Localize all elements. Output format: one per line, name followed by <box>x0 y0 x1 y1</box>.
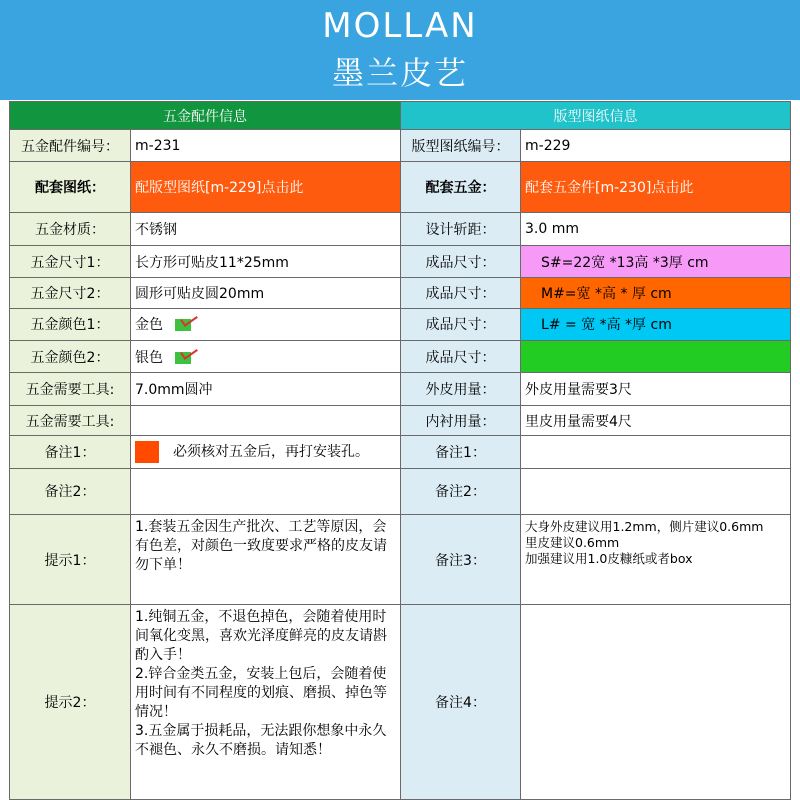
matching-pattern-link[interactable]: 配版型图纸[m-229]点击此 <box>131 161 401 213</box>
hardware-section-title: 五金配件信息 <box>10 102 401 130</box>
hardware-code-value: m-231 <box>131 130 401 161</box>
right-note3-value <box>521 515 791 605</box>
matching-hardware-link[interactable]: 配套五金件[m-230]点击此 <box>521 161 791 213</box>
note3-line: 加强建议用1.0皮糠纸或者box <box>525 551 693 567</box>
size1-value: 长方形可贴皮11*25mm <box>131 245 401 277</box>
material-value: 不锈钢 <box>131 213 401 245</box>
right-note1-label: 备注1： <box>401 436 521 468</box>
color1-value: 金色 <box>135 317 163 334</box>
note2-value <box>131 468 401 515</box>
matching-pattern-label: 配套图纸： <box>10 161 131 213</box>
size2-label: 五金尺寸2： <box>10 278 131 308</box>
tool2-label: 五金需要工具: <box>10 405 131 435</box>
outer-leather-label: 外皮用量： <box>401 373 521 405</box>
tip2-line: 2.锌合金类五金，安装上包后，会随着使用时间有不同程度的划痕、磨损、掉色等情况！ <box>135 666 387 721</box>
matching-hardware-label: 配套五金： <box>401 161 521 213</box>
brand-logo-cn: 墨兰皮艺 <box>331 54 468 92</box>
brand-header <box>0 0 800 100</box>
right-note4-label: 备注4： <box>401 605 521 800</box>
finished-size-s: S#=22宽 *13高 *3厚 cm <box>521 245 791 277</box>
spec-table <box>9 101 791 800</box>
color2-value: 银色 <box>135 349 163 366</box>
finished4-label: 成品尺寸： <box>401 341 521 373</box>
finished-size-extra <box>521 341 791 373</box>
color2-label: 五金颜色2： <box>10 341 131 373</box>
color-swatch-icon <box>135 441 159 463</box>
hardware-code-label: 五金配件编号： <box>10 130 131 161</box>
pattern-code-value: m-229 <box>521 130 791 161</box>
color1-cell <box>131 308 401 340</box>
note1-cell <box>131 436 401 468</box>
tip1-label: 提示1： <box>10 515 131 605</box>
tool1-label: 五金需要工具: <box>10 373 131 405</box>
color1-label: 五金颜色1： <box>10 308 131 340</box>
note1-value: 必须核对五金后，再打安装孔。 <box>173 443 369 460</box>
right-note2-label: 备注2： <box>401 468 521 515</box>
finished-size-m: M#=宽 *高 * 厚 cm <box>521 278 791 308</box>
check-icon <box>175 319 191 331</box>
finished1-label: 成品尺寸： <box>401 245 521 277</box>
note3-line: 里皮建议0.6mm <box>525 535 620 551</box>
size2-value: 圆形可贴皮圆20mm <box>131 278 401 308</box>
check-icon <box>175 352 191 364</box>
seam-label: 设计斩距： <box>401 213 521 245</box>
tip2-line: 3.五金属于损耗品，无法跟你想象中永久不褪色、永久不磨损。请知悉！ <box>135 723 387 759</box>
size1-label: 五金尺寸1： <box>10 245 131 277</box>
finished2-label: 成品尺寸： <box>401 278 521 308</box>
right-note4-value <box>521 605 791 800</box>
material-label: 五金材质： <box>10 213 131 245</box>
note2-label: 备注2： <box>10 468 131 515</box>
tool1-value: 7.0mm圆冲 <box>131 373 401 405</box>
tip2-label: 提示2： <box>10 605 131 800</box>
pattern-section-title: 版型图纸信息 <box>401 102 791 130</box>
pattern-code-label: 版型图纸编号： <box>401 130 521 161</box>
tip2-value <box>131 605 401 800</box>
brand-logo-en: MOLLAN <box>322 6 478 46</box>
lining-value: 里皮用量需要4尺 <box>521 405 791 435</box>
finished3-label: 成品尺寸： <box>401 308 521 340</box>
seam-value: 3.0 mm <box>521 213 791 245</box>
right-note1-value <box>521 436 791 468</box>
tip2-line: 1.纯铜五金，不退色掉色，会随着使用时间氧化变黑，喜欢光泽度鲜亮的皮友请斟酌入手！ <box>135 609 387 664</box>
right-note2-value <box>521 468 791 515</box>
right-note3-label: 备注3： <box>401 515 521 605</box>
tip1-value: 1.套装五金因生产批次、工艺等原因，会有色差，对颜色一致度要求严格的皮友请勿下单！ <box>131 515 401 605</box>
color2-cell <box>131 341 401 373</box>
lining-label: 内衬用量： <box>401 405 521 435</box>
tool2-value <box>131 405 401 435</box>
note3-line: 大身外皮建议用1.2mm，侧片建议0.6mm <box>525 519 764 535</box>
outer-leather-value: 外皮用量需要3尺 <box>521 373 791 405</box>
finished-size-l: L# = 宽 *高 *厚 cm <box>521 308 791 340</box>
note1-label: 备注1： <box>10 436 131 468</box>
